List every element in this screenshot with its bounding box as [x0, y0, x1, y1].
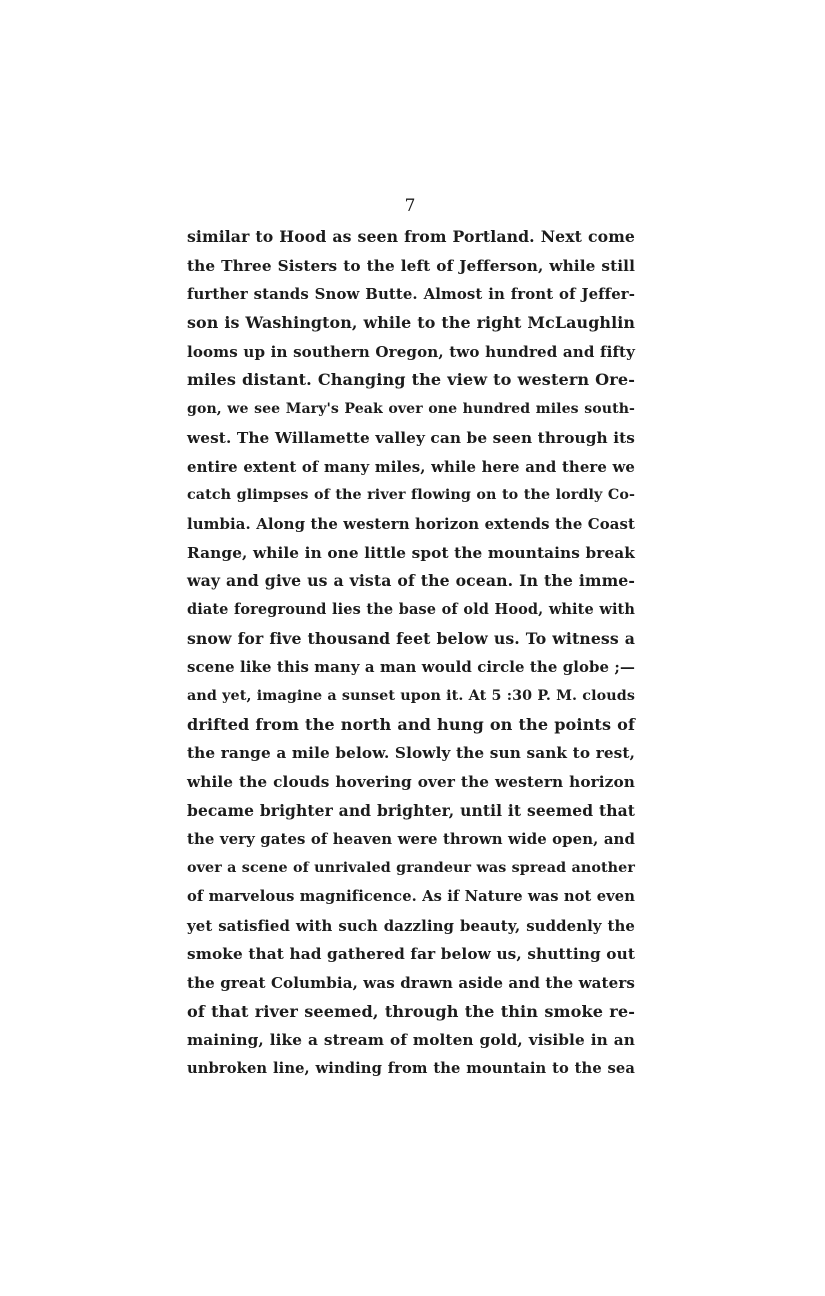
text-line: further stands Snow Butte. Almost in front of Jeffer- — [187, 285, 635, 304]
text-line: similar to Hood as seen from Portland. Next come — [187, 227, 635, 246]
text-line: yet satisfied with such dazzling beauty, suddenly the — [187, 916, 635, 935]
text-line: snow for five thousand feet below us. To witness a — [187, 628, 635, 648]
text-line: the range a mile below. Slowly the sun sank to rest, — [187, 744, 635, 763]
text-line: unbroken line, winding from the mountain to the sea — [187, 1059, 635, 1077]
text-line: catch glimpses of the river flowing on to the lordly Co- — [187, 487, 635, 504]
text-line: became brighter and brighter, until it seemed that — [187, 800, 635, 820]
text-line: west. The Willamette valley can be seen through its — [187, 428, 635, 447]
text-line: drifted from the north and hung on the points of — [187, 714, 635, 734]
text-line: way and give us a vista of the ocean. In the imme- — [187, 571, 635, 591]
text-line: the Three Sisters to the left of Jefferson, while still — [187, 256, 635, 275]
text-line: entire extent of many miles, while here and there we — [187, 457, 635, 476]
text-line: lumbia. Along the western horizon extends the Coast — [187, 514, 635, 533]
text-line: diate foreground lies the base of old Hood, white with — [187, 600, 635, 618]
text-line: and yet, imagine a sunset upon it. At 5 :30 P. M. clouds — [187, 688, 635, 704]
text-line: of marvelous magnificence. As if Nature was not even — [187, 887, 635, 905]
text-line: of that river seemed, through the thin smoke re- — [187, 1001, 635, 1021]
page-number: 7 — [404, 196, 416, 216]
text-line: while the clouds hovering over the western horizon — [187, 773, 635, 792]
text-line: maining, like a stream of molten gold, visible in an — [187, 1031, 635, 1050]
text-line: Range, while in one little spot the mountains break — [187, 543, 635, 562]
text-line: the great Columbia, was drawn aside and the waters — [187, 973, 635, 992]
text-line: over a scene of unrivaled grandeur was spread another — [187, 860, 635, 877]
text-line: scene like this many a man would circle the globe ;— — [187, 658, 635, 677]
text-line: looms up in southern Oregon, two hundred and fifty — [187, 342, 635, 361]
text-line: son is Washington, while to the right McLaughlin — [187, 313, 635, 333]
text-line: gon, we see Mary's Peak over one hundred miles south- — [187, 401, 635, 418]
text-line: miles distant. Changing the view to western Ore- — [187, 370, 635, 390]
text-line: the very gates of heaven were thrown wide open, and — [187, 830, 635, 849]
text-line: smoke that had gathered far below us, shutting out — [187, 945, 635, 964]
body-text — [187, 223, 635, 1084]
